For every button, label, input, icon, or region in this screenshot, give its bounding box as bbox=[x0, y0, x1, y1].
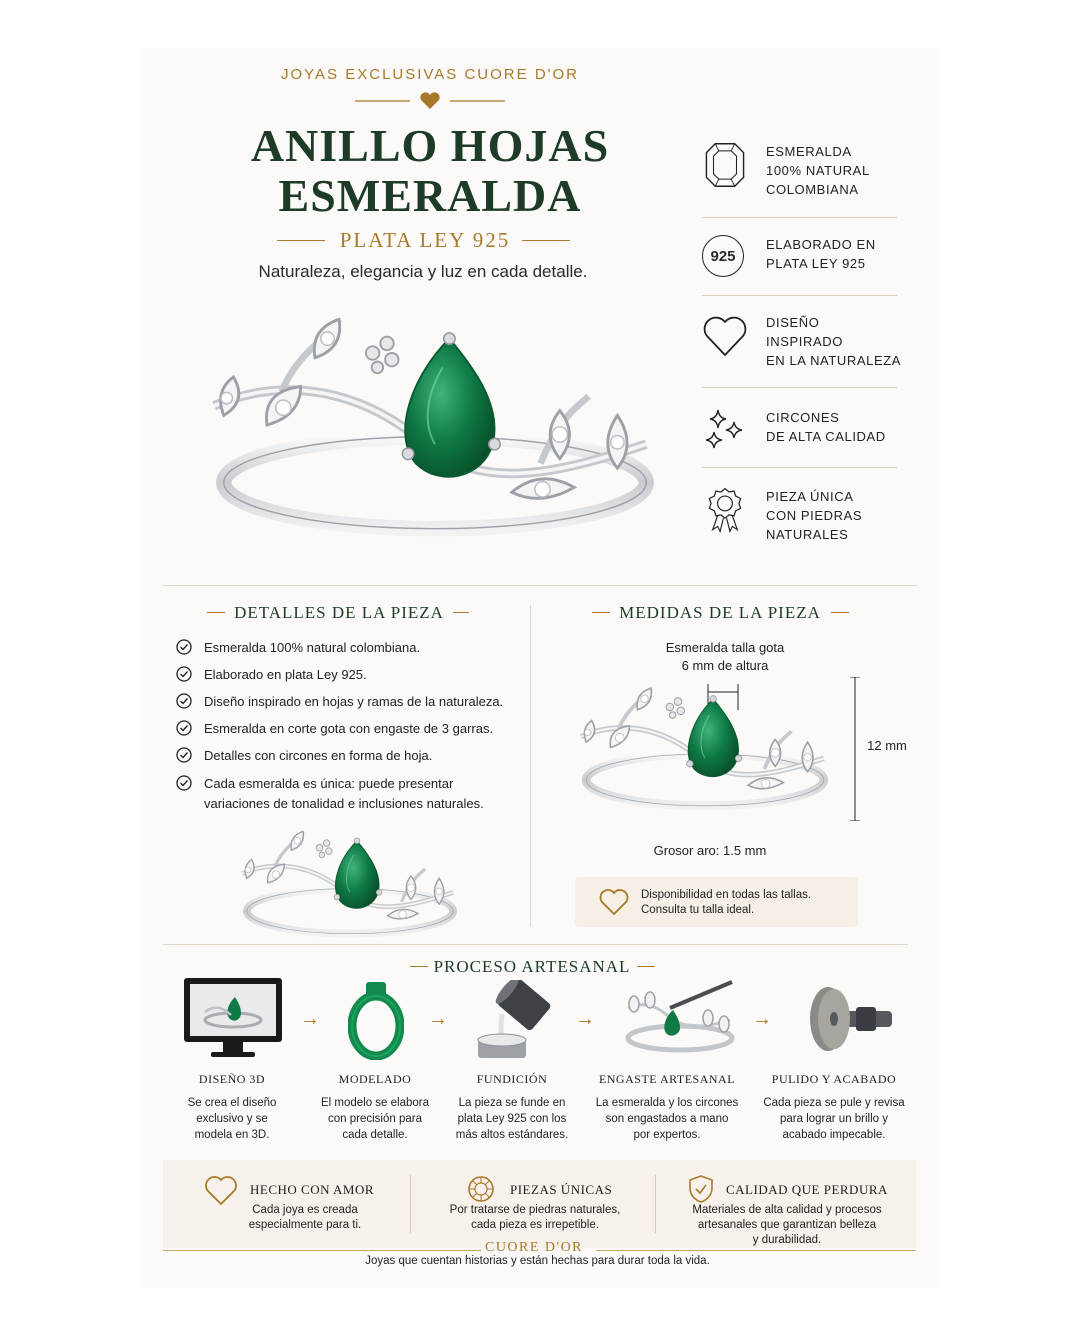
product-title-line2: ESMERALDA bbox=[278, 170, 582, 221]
footer-slogan: Joyas que cuentan historias y están hechas para durar toda la vida. bbox=[365, 1255, 710, 1267]
value-title: PIEZAS ÚNICAS bbox=[510, 1182, 613, 1197]
monitor-3d-design-image bbox=[183, 977, 283, 1059]
arrow-right-icon: → bbox=[300, 1008, 320, 1030]
detail-item: Elaborado en plata Ley 925. bbox=[176, 665, 516, 685]
feature-divider bbox=[702, 467, 897, 468]
measures-heading: MEDIDAS DE LA PIEZA bbox=[619, 603, 821, 622]
feature-zircons: CIRCONES DE ALTA CALIDAD bbox=[702, 408, 897, 458]
step-description: Se crea el diseño exclusivo y se modela en 3D. bbox=[187, 1097, 277, 1141]
shield-check-icon bbox=[688, 1174, 714, 1204]
sparkles-icon bbox=[702, 408, 748, 454]
feature-divider bbox=[702, 295, 897, 296]
gem-round-icon bbox=[467, 1175, 495, 1203]
heart-icon bbox=[205, 1176, 237, 1206]
hero-ring-image bbox=[195, 295, 675, 555]
heading-rule bbox=[453, 612, 469, 613]
feature-divider bbox=[702, 217, 897, 218]
value-divider bbox=[655, 1175, 656, 1233]
feature-design: DISEÑO INSPIRADO EN LA NATURALEZA bbox=[702, 313, 897, 373]
section-divider bbox=[163, 944, 908, 945]
step-description: El modelo se elabora con precisión para cada detalle. bbox=[320, 1097, 430, 1141]
stone-setting-image bbox=[620, 978, 740, 1060]
detail-ring-image bbox=[230, 822, 470, 944]
tagline: Naturaleza, elegancia y luz en cada detalle. bbox=[258, 262, 588, 281]
footer-brand: CUORE D'OR bbox=[484, 1240, 584, 1255]
check-circle-icon bbox=[176, 639, 192, 655]
step-title: MODELADO bbox=[338, 1072, 412, 1086]
product-title-line1: ANILLO HOJAS bbox=[250, 120, 610, 171]
step-title: FUNDICIÓN bbox=[476, 1072, 548, 1086]
arrow-right-icon: → bbox=[428, 1008, 448, 1030]
value-description: Cada joya es creada especialmente para ti. bbox=[248, 1204, 362, 1231]
feature-silver: 925 ELABORADO EN PLATA LEY 925 bbox=[702, 235, 897, 285]
check-circle-icon bbox=[176, 775, 192, 791]
step-description: La pieza se funde en plata Ley 925 con los más altos estándares. bbox=[455, 1097, 569, 1141]
heading-rule bbox=[207, 612, 225, 613]
detail-item: Esmeralda en corte gota con engaste de 3 garras. bbox=[176, 719, 516, 739]
polishing-wheel-image bbox=[800, 983, 895, 1053]
process-heading: PROCESO ARTESANAL bbox=[433, 957, 631, 976]
heart-ornament bbox=[355, 92, 505, 110]
value-divider bbox=[410, 1175, 411, 1233]
check-circle-icon bbox=[176, 693, 192, 709]
section-divider bbox=[163, 585, 918, 586]
heading-rule bbox=[410, 966, 428, 967]
feature-emerald: ESMERALDA 100% NATURAL COLOMBIANA bbox=[702, 142, 897, 202]
height-dimension-line bbox=[848, 677, 862, 821]
arrow-right-icon: → bbox=[752, 1008, 772, 1030]
measured-ring-image bbox=[570, 675, 840, 820]
heading-rule bbox=[831, 612, 849, 613]
details-heading: DETALLES DE LA PIEZA bbox=[234, 603, 444, 622]
product-subtitle: PLATA LEY 925 bbox=[339, 228, 511, 252]
step-description: Cada pieza se pule y revisa para lograr un brillo y acabado impecable. bbox=[763, 1097, 905, 1141]
check-circle-icon bbox=[176, 666, 192, 682]
heart-icon bbox=[702, 313, 748, 359]
heart-icon bbox=[599, 889, 629, 916]
value-title: CALIDAD QUE PERDURA bbox=[726, 1182, 888, 1197]
detail-item: Detalles con circones en forma de hoja. bbox=[176, 746, 516, 766]
value-description: Por tratarse de piedras naturales, cada pieza es irrepetible. bbox=[449, 1204, 621, 1231]
heading-rule bbox=[592, 612, 610, 613]
step-title: DISEÑO 3D bbox=[198, 1072, 266, 1086]
column-divider bbox=[530, 605, 531, 927]
footer-rule-left bbox=[163, 1250, 481, 1251]
detail-item: Cada esmeralda es única: puede presentar variaciones de tonalidad e inclusiones naturales. bbox=[176, 774, 516, 814]
step-title: ENGASTE ARTESANAL bbox=[598, 1072, 736, 1086]
check-circle-icon bbox=[176, 720, 192, 736]
925-badge-icon: 925 bbox=[702, 235, 744, 277]
size-availability-box: Disponibilidad en todas las tallas. Consulta tu talla ideal. bbox=[575, 877, 858, 927]
brand-kicker: JOYAS EXCLUSIVAS CUORE D'OR bbox=[280, 66, 580, 83]
step-description: La esmeralda y los circones son engastados a mano por expertos. bbox=[595, 1097, 739, 1141]
detail-item: Diseño inspirado en hojas y ramas de la naturaleza. bbox=[176, 692, 516, 712]
band-thickness-label: Grosor aro: 1.5 mm bbox=[653, 843, 767, 858]
step-title: PULIDO Y ACABADO bbox=[771, 1072, 897, 1086]
detail-item: Esmeralda 100% natural colombiana. bbox=[176, 638, 516, 658]
ring-height-label: 12 mm bbox=[867, 738, 907, 753]
arrow-right-icon: → bbox=[575, 1008, 595, 1030]
stone-size-label: Esmeralda talla gota 6 mm de altura bbox=[665, 640, 785, 673]
feature-divider bbox=[702, 387, 897, 388]
casting-crucible-image bbox=[472, 980, 552, 1062]
check-circle-icon bbox=[176, 747, 192, 763]
rosette-award-icon bbox=[702, 487, 748, 533]
value-description: Materiales de alta calidad y procesos artesanales que garantizan belleza y durabilidad. bbox=[692, 1204, 882, 1246]
footer-rule-right bbox=[596, 1250, 916, 1251]
wax-model-image bbox=[348, 980, 404, 1060]
value-title: HECHO CON AMOR bbox=[250, 1182, 375, 1197]
feature-unique: PIEZA ÚNICA CON PIEDRAS NATURALES bbox=[702, 487, 897, 547]
heading-rule bbox=[637, 966, 655, 967]
emerald-cut-gem-icon bbox=[702, 142, 748, 188]
